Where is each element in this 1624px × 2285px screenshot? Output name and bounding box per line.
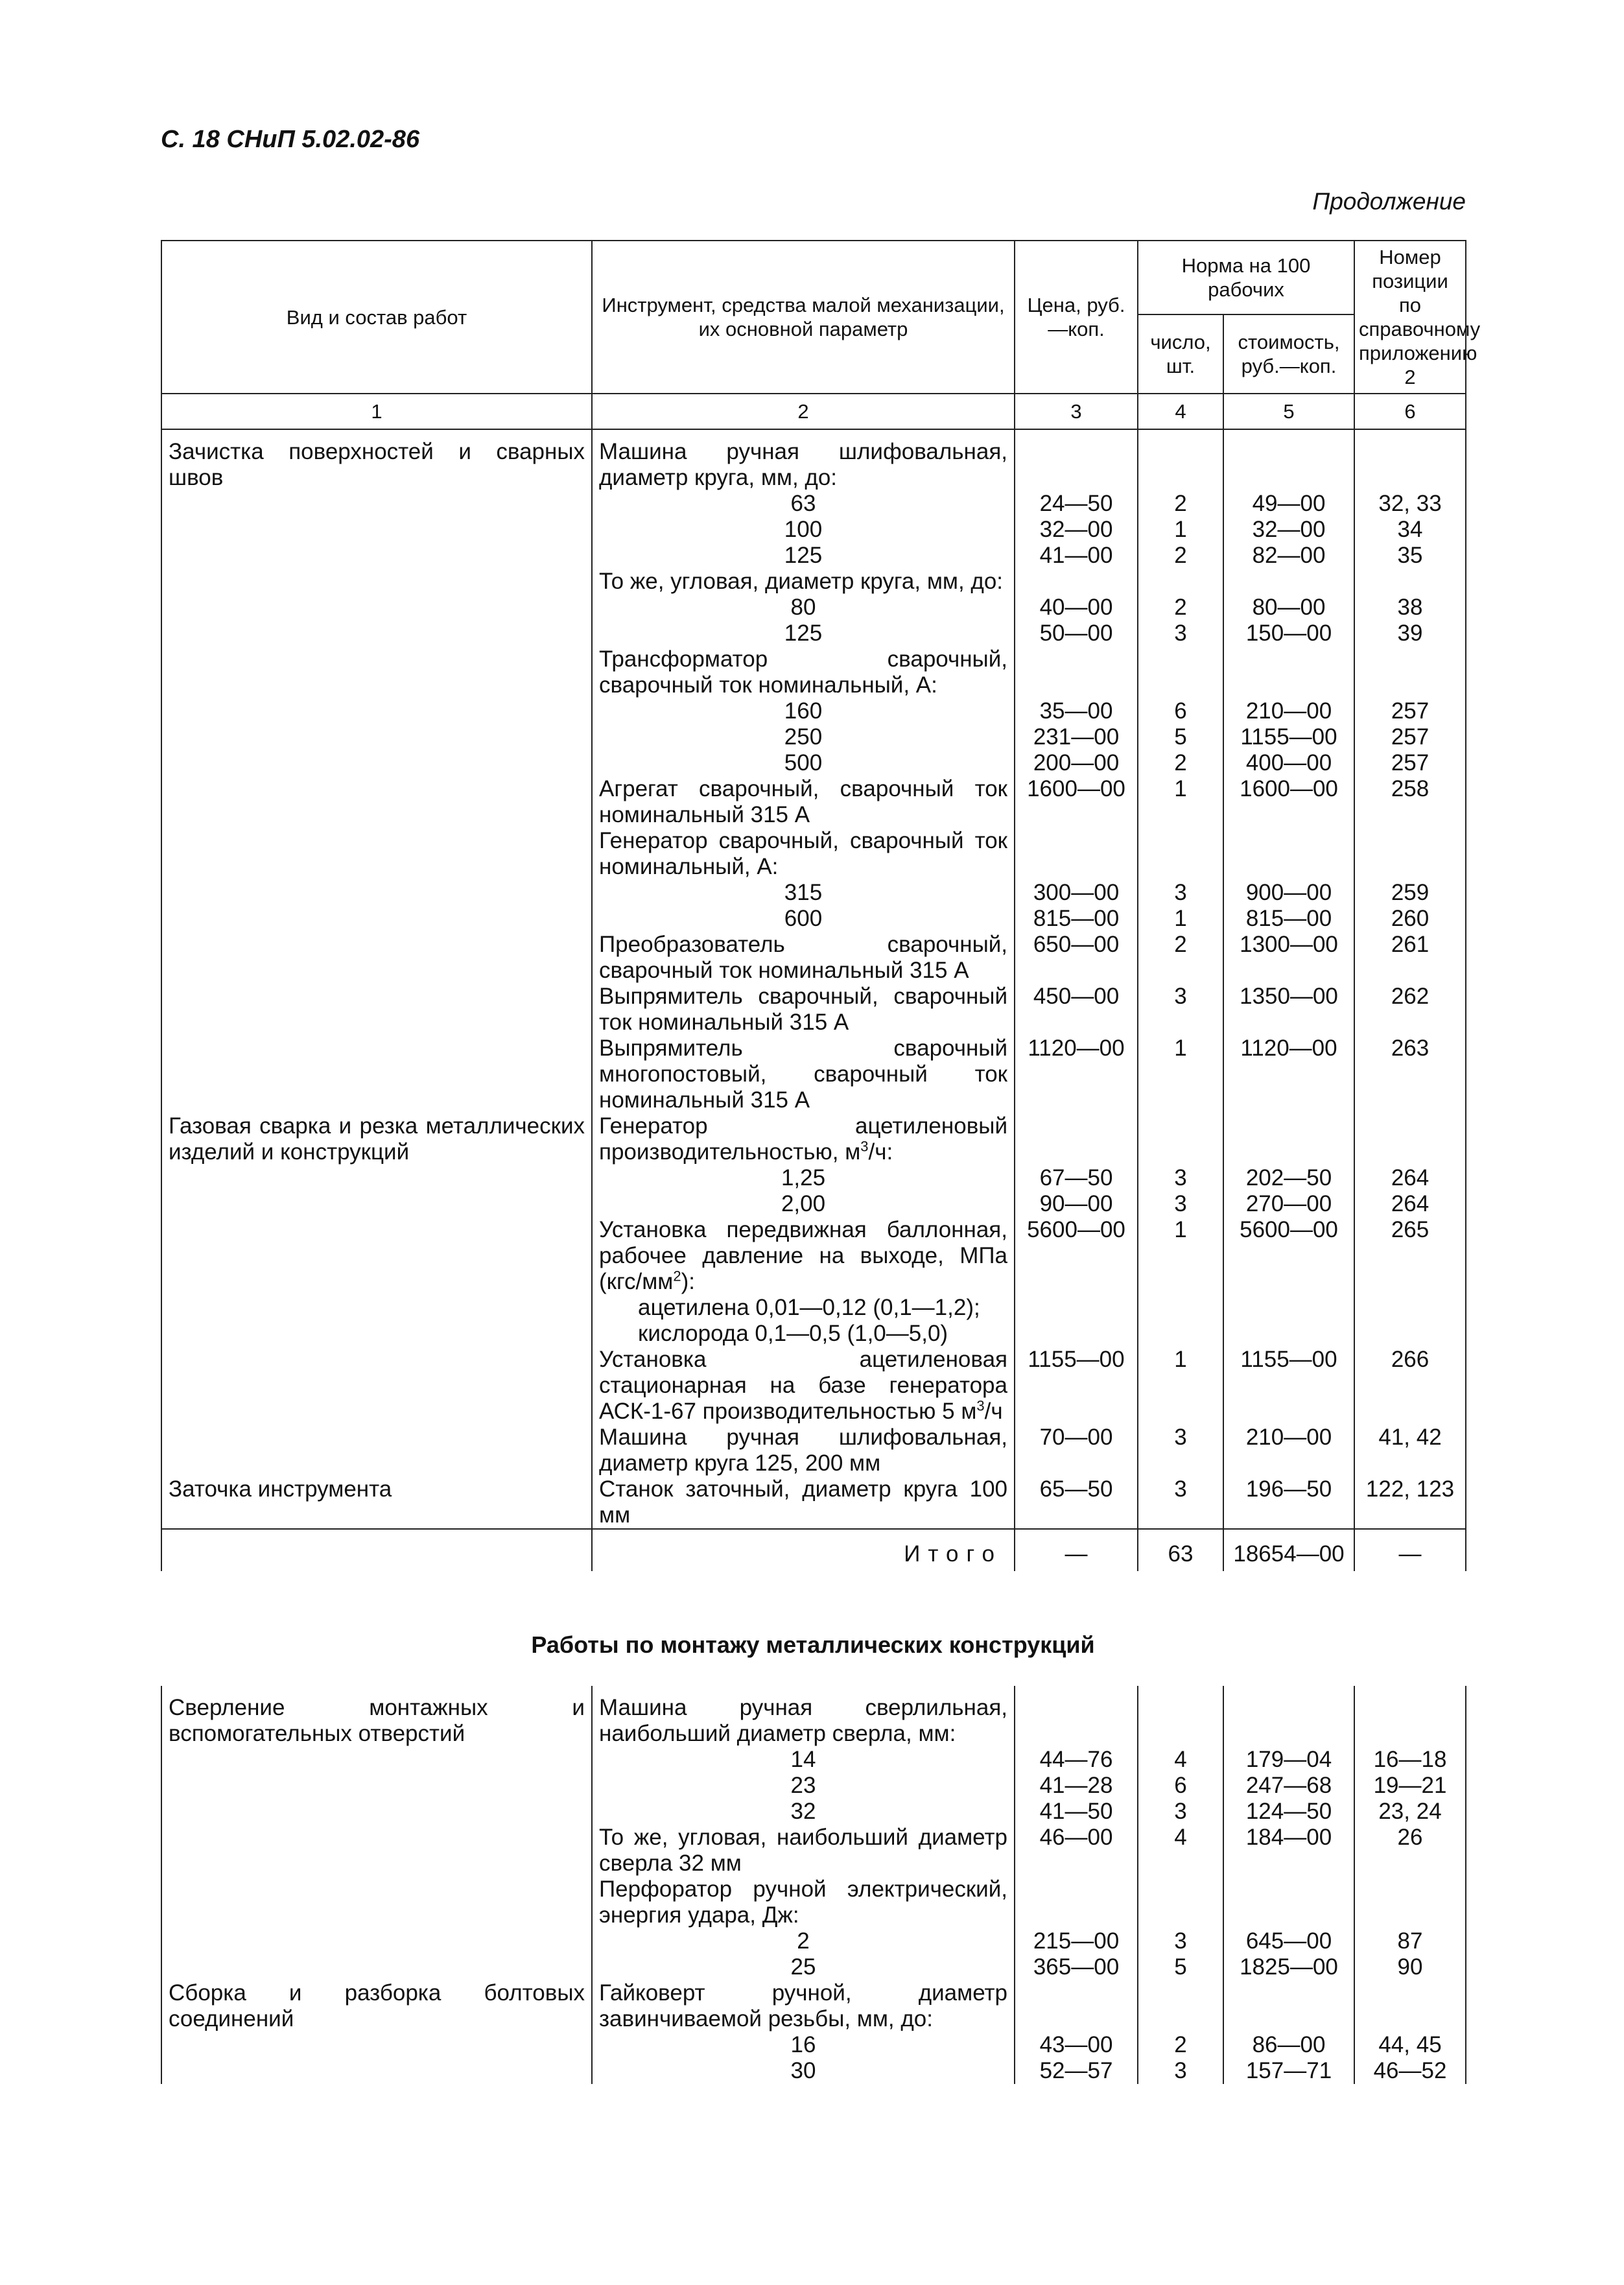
position-cell: 260 — [1354, 906, 1466, 932]
tool-cell: То же, угловая, диаметр круга, мм, до: — [592, 569, 1015, 595]
position-cell: 122, 123 — [1354, 1476, 1466, 1529]
position-cell: 265 — [1354, 1217, 1466, 1295]
quantity-cell: 3 — [1138, 1191, 1223, 1217]
position-cell: 23, 24 — [1354, 1799, 1466, 1825]
cost-cell — [1223, 646, 1354, 698]
tool-cell: Преобразователь сварочный, сварочный ток номинальный 315 А — [592, 932, 1015, 984]
quantity-cell — [1138, 1877, 1223, 1928]
position-cell — [1354, 1686, 1466, 1747]
table-row — [161, 698, 1466, 724]
work-type-cell — [161, 1425, 592, 1476]
work-type-cell: Заточка инструмента — [161, 1476, 592, 1529]
work-type-cell — [161, 646, 592, 698]
work-type-cell: Зачистка поверхностей и сварных швов — [161, 429, 592, 491]
column-number: 6 — [1354, 394, 1466, 429]
cost-cell — [1223, 1877, 1354, 1928]
cost-cell: 400—00 — [1223, 750, 1354, 776]
table-row — [161, 906, 1466, 932]
position-cell: 264 — [1354, 1165, 1466, 1191]
price-cell: 90—00 — [1015, 1191, 1138, 1217]
work-type-cell — [161, 932, 592, 984]
position-cell: 259 — [1354, 880, 1466, 906]
quantity-cell: 3 — [1138, 880, 1223, 906]
position-cell: 41, 42 — [1354, 1425, 1466, 1476]
price-cell — [1015, 1321, 1138, 1347]
work-type-cell — [161, 1747, 592, 1773]
table-body — [161, 429, 1466, 1529]
table-row — [161, 984, 1466, 1036]
cost-cell: 1600—00 — [1223, 776, 1354, 828]
position-cell: 34 — [1354, 517, 1466, 543]
price-cell: 35—00 — [1015, 698, 1138, 724]
price-cell: 231—00 — [1015, 724, 1138, 750]
position-cell: 44, 45 — [1354, 2032, 1466, 2058]
cost-cell — [1223, 1686, 1354, 1747]
price-cell: 650—00 — [1015, 932, 1138, 984]
work-type-cell — [161, 621, 592, 646]
quantity-cell — [1138, 569, 1223, 595]
table-row — [161, 1877, 1466, 1928]
quantity-cell: 4 — [1138, 1747, 1223, 1773]
position-cell — [1354, 1321, 1466, 1347]
cost-cell: 179—04 — [1223, 1747, 1354, 1773]
cost-cell: 202—50 — [1223, 1165, 1354, 1191]
cost-cell — [1223, 1295, 1354, 1321]
work-type-cell — [161, 1295, 592, 1321]
work-type-cell — [161, 724, 592, 750]
tool-cell: Машина ручная сверлильная, наибольший диаметр сверла, мм: — [592, 1686, 1015, 1747]
tool-cell: 2 — [592, 1928, 1015, 1954]
table-row — [161, 932, 1466, 984]
column-number: 2 — [592, 394, 1015, 429]
tool-cell: Установка передвижная баллонная, рабочее давление на выходе, МПа $(кгс/мм^2)$: — [592, 1217, 1015, 1295]
cost-cell: 1300—00 — [1223, 932, 1354, 984]
table-row — [161, 1113, 1466, 1165]
price-cell: 46—00 — [1015, 1825, 1138, 1877]
header-cost: стоимость, руб.—коп. — [1223, 314, 1354, 394]
quantity-cell: 1 — [1138, 517, 1223, 543]
table-row — [161, 1799, 1466, 1825]
position-cell: 39 — [1354, 621, 1466, 646]
tool-cell: Гайковерт ручной, диаметр завинчиваемой резьбы, мм, до: — [592, 1980, 1015, 2032]
cost-cell — [1223, 1980, 1354, 2032]
quantity-cell: 1 — [1138, 906, 1223, 932]
position-cell: 32, 33 — [1354, 491, 1466, 517]
page-header: С. 18 СНиП 5.02.02-86 — [161, 126, 420, 153]
table-row — [161, 1928, 1466, 1954]
position-cell: 257 — [1354, 698, 1466, 724]
header-tool: Инструмент, средства малой механизации, их основной параметр — [592, 241, 1015, 394]
position-cell: 264 — [1354, 1191, 1466, 1217]
price-cell: 300—00 — [1015, 880, 1138, 906]
cost-cell: 49—00 — [1223, 491, 1354, 517]
header-position: Номер позиции по справочному приложению 2 — [1354, 241, 1466, 394]
tool-cell: То же, угловая, наибольший диаметр сверла 32 мм — [592, 1825, 1015, 1877]
price-cell: 41—00 — [1015, 543, 1138, 569]
price-cell: 40—00 — [1015, 595, 1138, 621]
column-number: 3 — [1015, 394, 1138, 429]
tool-cell: 2,00 — [592, 1191, 1015, 1217]
work-type-cell — [161, 517, 592, 543]
work-type-cell — [161, 2032, 592, 2058]
position-cell: 261 — [1354, 932, 1466, 984]
table-row — [161, 1686, 1466, 1747]
cost-cell: 124—50 — [1223, 1799, 1354, 1825]
table-row — [161, 646, 1466, 698]
table-row — [161, 776, 1466, 828]
position-cell: 19—21 — [1354, 1773, 1466, 1799]
work-type-cell — [161, 1191, 592, 1217]
cost-cell — [1223, 429, 1354, 491]
cost-cell: 184—00 — [1223, 1825, 1354, 1877]
work-type-cell — [161, 543, 592, 569]
price-cell: 52—57 — [1015, 2058, 1138, 2084]
quantity-cell: 1 — [1138, 1036, 1223, 1113]
table-row — [161, 1425, 1466, 1476]
quantity-cell: 2 — [1138, 750, 1223, 776]
cost-cell: 1120—00 — [1223, 1036, 1354, 1113]
table-row — [161, 1773, 1466, 1799]
tool-cell: Трансформатор сварочный, сварочный ток номинальный, А: — [592, 646, 1015, 698]
tool-cell: 1,25 — [592, 1165, 1015, 1191]
position-cell: 35 — [1354, 543, 1466, 569]
tool-cell: 125 — [592, 543, 1015, 569]
header-quantity: число, шт. — [1138, 314, 1223, 394]
price-cell: 450—00 — [1015, 984, 1138, 1036]
position-cell: 258 — [1354, 776, 1466, 828]
price-cell: 1600—00 — [1015, 776, 1138, 828]
table-row — [161, 1476, 1466, 1529]
column-number: 1 — [161, 394, 592, 429]
price-cell — [1015, 1877, 1138, 1928]
quantity-cell: 4 — [1138, 1825, 1223, 1877]
work-type-cell — [161, 1799, 592, 1825]
position-cell — [1354, 646, 1466, 698]
cost-cell: 815—00 — [1223, 906, 1354, 932]
work-type-cell — [161, 1954, 592, 1980]
tool-cell: 80 — [592, 595, 1015, 621]
work-type-cell — [161, 569, 592, 595]
table-row — [161, 1747, 1466, 1773]
table-row — [161, 1165, 1466, 1191]
price-cell — [1015, 1686, 1138, 1747]
work-type-cell — [161, 776, 592, 828]
work-type-cell: Газовая сварка и резка металлических изделий и конструкций — [161, 1113, 592, 1165]
table-row — [161, 595, 1466, 621]
cost-cell — [1223, 1113, 1354, 1165]
tool-cell: 500 — [592, 750, 1015, 776]
tool-cell: Агрегат сварочный, сварочный ток номинальный 315 А — [592, 776, 1015, 828]
total-label: Итого — [592, 1529, 1015, 1571]
quantity-cell: 3 — [1138, 984, 1223, 1036]
position-cell: 263 — [1354, 1036, 1466, 1113]
tool-cell: Установка ацетиленовая стационарная на базе генератора АСК-1-67 производительностью 5 $м^3/ч$ — [592, 1347, 1015, 1425]
cost-cell: 645—00 — [1223, 1928, 1354, 1954]
header-work-type: Вид и состав работ — [161, 241, 592, 394]
tool-cell: 25 — [592, 1954, 1015, 1980]
quantity-cell — [1138, 1321, 1223, 1347]
work-type-cell: Сборка и разборка болтовых соединений — [161, 1980, 592, 2032]
tool-cell: Машина ручная шлифовальная, диаметр круга, мм, до: — [592, 429, 1015, 491]
position-cell: 262 — [1354, 984, 1466, 1036]
price-cell — [1015, 1113, 1138, 1165]
tool-cell: Перфоратор ручной электрический, энергия удара, Дж: — [592, 1877, 1015, 1928]
cost-cell: 196—50 — [1223, 1476, 1354, 1529]
price-cell: 1120—00 — [1015, 1036, 1138, 1113]
price-cell — [1015, 569, 1138, 595]
work-type-cell — [161, 828, 592, 880]
price-cell: 67—50 — [1015, 1165, 1138, 1191]
work-type-cell — [161, 2058, 592, 2084]
table-row — [161, 429, 1466, 491]
cost-cell: 1155—00 — [1223, 724, 1354, 750]
work-type-cell — [161, 1347, 592, 1425]
tool-cell: 160 — [592, 698, 1015, 724]
price-cell: 200—00 — [1015, 750, 1138, 776]
cost-cell: 86—00 — [1223, 2032, 1354, 2058]
column-number: 5 — [1223, 394, 1354, 429]
tool-cell: 600 — [592, 906, 1015, 932]
quantity-cell — [1138, 1980, 1223, 2032]
cost-cell: 1155—00 — [1223, 1347, 1354, 1425]
tool-cell: 16 — [592, 2032, 1015, 2058]
table-row — [161, 1347, 1466, 1425]
quantity-cell: 2 — [1138, 595, 1223, 621]
cost-cell: 157—71 — [1223, 2058, 1354, 2084]
header-price: Цена, руб.—коп. — [1015, 241, 1138, 394]
price-cell: 815—00 — [1015, 906, 1138, 932]
position-cell: 26 — [1354, 1825, 1466, 1877]
quantity-cell: 2 — [1138, 932, 1223, 984]
cost-cell: 82—00 — [1223, 543, 1354, 569]
quantity-cell: 3 — [1138, 1476, 1223, 1529]
work-type-cell: Сверление монтажных и вспомогательных отверстий — [161, 1686, 592, 1747]
table-row — [161, 750, 1466, 776]
position-cell: 46—52 — [1354, 2058, 1466, 2084]
price-cell: 215—00 — [1015, 1928, 1138, 1954]
price-cell: 32—00 — [1015, 517, 1138, 543]
table-body — [161, 1686, 1466, 2084]
tool-cell: 315 — [592, 880, 1015, 906]
cost-cell: 32—00 — [1223, 517, 1354, 543]
price-cell: 70—00 — [1015, 1425, 1138, 1476]
cost-cell: 247—68 — [1223, 1773, 1354, 1799]
cost-cell: 1825—00 — [1223, 1954, 1354, 1980]
work-type-cell — [161, 491, 592, 517]
quantity-cell: 2 — [1138, 2032, 1223, 2058]
table-row — [161, 2032, 1466, 2058]
price-cell: 1155—00 — [1015, 1347, 1138, 1425]
table-row — [161, 517, 1466, 543]
table-row — [161, 621, 1466, 646]
table-row — [161, 1036, 1466, 1113]
tool-cell: кислорода 0,1—0,5 (1,0—5,0) — [592, 1321, 1015, 1347]
position-cell — [1354, 828, 1466, 880]
work-type-cell — [161, 595, 592, 621]
price-cell: 50—00 — [1015, 621, 1138, 646]
tool-cell: Генератор сварочный, сварочный ток номинальный, А: — [592, 828, 1015, 880]
work-type-cell — [161, 1773, 592, 1799]
position-cell — [1354, 1877, 1466, 1928]
section-title: Работы по монтажу металлических конструкций — [531, 1631, 1095, 1658]
table-row — [161, 1980, 1466, 2032]
work-type-cell — [161, 906, 592, 932]
position-cell: 16—18 — [1354, 1747, 1466, 1773]
table-row — [161, 1321, 1466, 1347]
table-row — [161, 1295, 1466, 1321]
position-cell — [1354, 1980, 1466, 2032]
position-cell: 87 — [1354, 1928, 1466, 1954]
quantity-cell: 2 — [1138, 543, 1223, 569]
price-cell: 365—00 — [1015, 1954, 1138, 1980]
cost-cell: 210—00 — [1223, 698, 1354, 724]
quantity-cell: 6 — [1138, 698, 1223, 724]
work-type-cell — [161, 750, 592, 776]
cost-cell: 5600—00 — [1223, 1217, 1354, 1295]
quantity-cell: 1 — [1138, 1217, 1223, 1295]
tool-cell: 32 — [592, 1799, 1015, 1825]
quantity-cell: 6 — [1138, 1773, 1223, 1799]
table-row — [161, 491, 1466, 517]
quantity-cell: 2 — [1138, 491, 1223, 517]
quantity-cell: 3 — [1138, 1165, 1223, 1191]
table-row — [161, 2058, 1466, 2084]
tool-cell: 30 — [592, 2058, 1015, 2084]
quantity-cell — [1138, 429, 1223, 491]
cost-cell — [1223, 1321, 1354, 1347]
tool-cell: 23 — [592, 1773, 1015, 1799]
tool-cell: 250 — [592, 724, 1015, 750]
cost-cell: 80—00 — [1223, 595, 1354, 621]
quantity-cell: 5 — [1138, 724, 1223, 750]
table-row — [161, 569, 1466, 595]
work-type-cell — [161, 1877, 592, 1928]
work-type-cell — [161, 1321, 592, 1347]
quantity-cell — [1138, 1686, 1223, 1747]
quantity-cell: 3 — [1138, 621, 1223, 646]
total-quantity: 63 — [1138, 1529, 1223, 1571]
table-row — [161, 724, 1466, 750]
quantity-cell: 3 — [1138, 1425, 1223, 1476]
tool-cell: 14 — [592, 1747, 1015, 1773]
price-cell — [1015, 828, 1138, 880]
work-type-cell — [161, 698, 592, 724]
cost-cell: 210—00 — [1223, 1425, 1354, 1476]
total-price: — — [1015, 1529, 1138, 1571]
tool-cell: ацетилена 0,01—0,12 (0,1—1,2); — [592, 1295, 1015, 1321]
work-type-cell — [161, 880, 592, 906]
quantity-cell — [1138, 1295, 1223, 1321]
position-cell: 38 — [1354, 595, 1466, 621]
quantity-cell — [1138, 1113, 1223, 1165]
price-cell — [1015, 1980, 1138, 2032]
work-type-cell — [161, 1825, 592, 1877]
quantity-cell: 1 — [1138, 1347, 1223, 1425]
price-cell: 5600—00 — [1015, 1217, 1138, 1295]
table-row — [161, 828, 1466, 880]
table-row — [161, 1217, 1466, 1295]
tool-cell: 100 — [592, 517, 1015, 543]
price-cell: 43—00 — [1015, 2032, 1138, 2058]
work-type-cell — [161, 1036, 592, 1113]
table-row — [161, 1954, 1466, 1980]
price-cell — [1015, 429, 1138, 491]
cost-cell: 270—00 — [1223, 1191, 1354, 1217]
cost-cell — [1223, 569, 1354, 595]
position-cell: 257 — [1354, 750, 1466, 776]
tool-cell: 125 — [592, 621, 1015, 646]
position-cell: 90 — [1354, 1954, 1466, 1980]
total-cost: 18654—00 — [1223, 1529, 1354, 1571]
continuation-label: Продолжение — [1312, 188, 1466, 215]
quantity-cell: 3 — [1138, 1928, 1223, 1954]
equipment-table — [161, 240, 1481, 1571]
position-cell — [1354, 429, 1466, 491]
header-norm: Норма на 100 рабочих — [1138, 241, 1354, 314]
table-row — [161, 543, 1466, 569]
work-type-cell — [161, 984, 592, 1036]
table-row — [161, 1191, 1466, 1217]
tool-cell: Выпрямитель сварочный, сварочный ток номинальный 315 А — [592, 984, 1015, 1036]
total-section — [161, 1529, 1466, 1571]
price-cell — [1015, 1295, 1138, 1321]
total-position: — — [1354, 1529, 1466, 1571]
tool-cell: Генератор ацетиленовый производительностью, $м^3/ч$: — [592, 1113, 1015, 1165]
price-cell: 24—50 — [1015, 491, 1138, 517]
price-cell: 41—28 — [1015, 1773, 1138, 1799]
column-number: 4 — [1138, 394, 1223, 429]
table-row — [161, 880, 1466, 906]
quantity-cell: 3 — [1138, 2058, 1223, 2084]
work-type-cell — [161, 1165, 592, 1191]
work-type-cell — [161, 1928, 592, 1954]
mounting-table — [161, 1686, 1465, 2084]
quantity-cell — [1138, 828, 1223, 880]
quantity-cell: 1 — [1138, 776, 1223, 828]
tool-cell: Выпрямитель сварочный многопостовый, сварочный ток номинальный 315 А — [592, 1036, 1015, 1113]
tool-cell: Машина ручная шлифовальная, диаметр круга 125, 200 мм — [592, 1425, 1015, 1476]
quantity-cell: 3 — [1138, 1799, 1223, 1825]
cost-cell — [1223, 828, 1354, 880]
work-type-cell — [161, 1217, 592, 1295]
position-cell: 266 — [1354, 1347, 1466, 1425]
cost-cell: 150—00 — [1223, 621, 1354, 646]
cost-cell: 900—00 — [1223, 880, 1354, 906]
total-empty — [161, 1529, 592, 1571]
position-cell: 257 — [1354, 724, 1466, 750]
quantity-cell — [1138, 646, 1223, 698]
position-cell — [1354, 569, 1466, 595]
quantity-cell: 5 — [1138, 1954, 1223, 1980]
tool-cell: Станок заточный, диаметр круга 100 мм — [592, 1476, 1015, 1529]
price-cell: 41—50 — [1015, 1799, 1138, 1825]
position-cell — [1354, 1295, 1466, 1321]
price-cell: 65—50 — [1015, 1476, 1138, 1529]
tool-cell: 63 — [592, 491, 1015, 517]
position-cell — [1354, 1113, 1466, 1165]
price-cell: 44—76 — [1015, 1747, 1138, 1773]
cost-cell: 1350—00 — [1223, 984, 1354, 1036]
price-cell — [1015, 646, 1138, 698]
table-row — [161, 1825, 1466, 1877]
